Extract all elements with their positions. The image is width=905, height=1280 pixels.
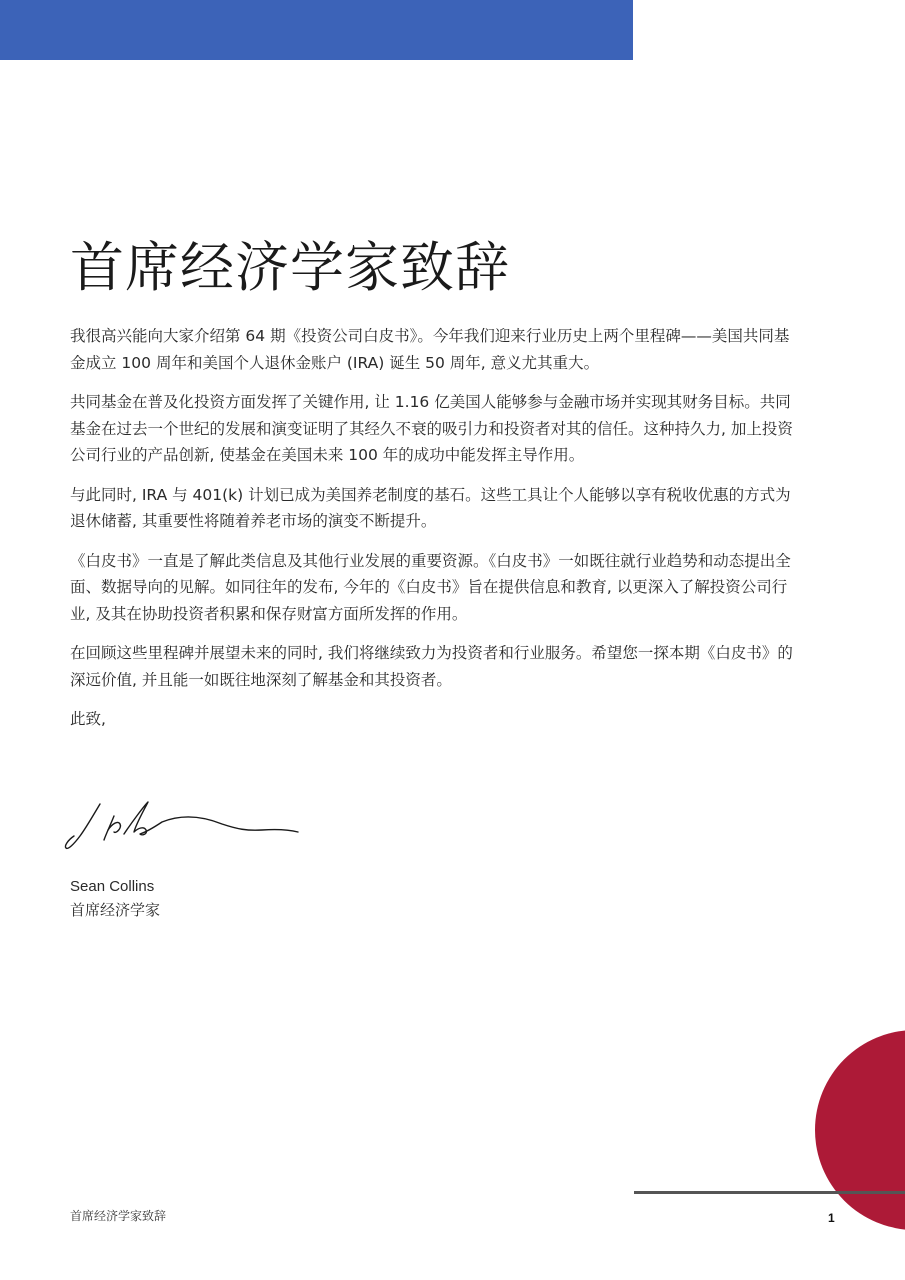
page-title: 首席经济学家致辞 (70, 236, 510, 299)
signer-block (70, 875, 160, 923)
paragraph: 在回顾这些里程碑并展望未来的同时, 我们将继续致力为投资者和行业服务。希望您一探本期《白皮书》的深远价值, 并且能一如既往地深刻了解基金和其投资者。 (70, 644, 793, 689)
signature-image (62, 796, 307, 858)
paragraph: 《白皮书》一直是了解此类信息及其他行业发展的重要资源。《白皮书》一如既往就行业趋势和动态提出全面、数据导向的见解。如同往年的发布, 今年的《白皮书》旨在提供信息和教育, 以更深入了解投资公司行业, 及其在协助投资者积累和保存财富方面所发挥的作用。 (70, 551, 791, 623)
top-accent-bar (0, 0, 633, 60)
decorative-circle (815, 1030, 905, 1230)
page-number: 1 (828, 1211, 835, 1225)
signer-role: 首席经济学家 (70, 902, 161, 919)
paragraph: 与此同时, IRA 与 401(k) 计划已成为美国养老制度的基石。这些工具让个人能够以享有税收优惠的方式为退休储蓄, 其重要性将随着养老市场的演变不断提升。 (70, 485, 791, 530)
signer-name: Sean Collins (70, 878, 155, 895)
letter-body (70, 323, 800, 746)
closing-salutation: 此致, (70, 710, 106, 728)
footer-divider (634, 1191, 905, 1194)
footer-section-title: 首席经济学家致辞 (70, 1209, 167, 1223)
paragraph: 共同基金在普及化投资方面发挥了关键作用, 让 1.16 亿美国人能够参与金融市场并实现其财务目标。共同基金在过去一个世纪的发展和演变证明了其经久不衰的吸引力和投资者对其的信任。这种持久力, 加上投资公司行业的产品创新, 使基金在美国未来 100 年的成功中能发挥主导作用。 (70, 393, 793, 464)
paragraph: 我很高兴能向大家介绍第 64 期《投资公司白皮书》。今年我们迎来行业历史上两个里程碑——美国共同基金成立 100 周年和美国个人退休金账户 (IRA) 诞生 50 周年, 意义尤其重大。 (70, 327, 790, 372)
